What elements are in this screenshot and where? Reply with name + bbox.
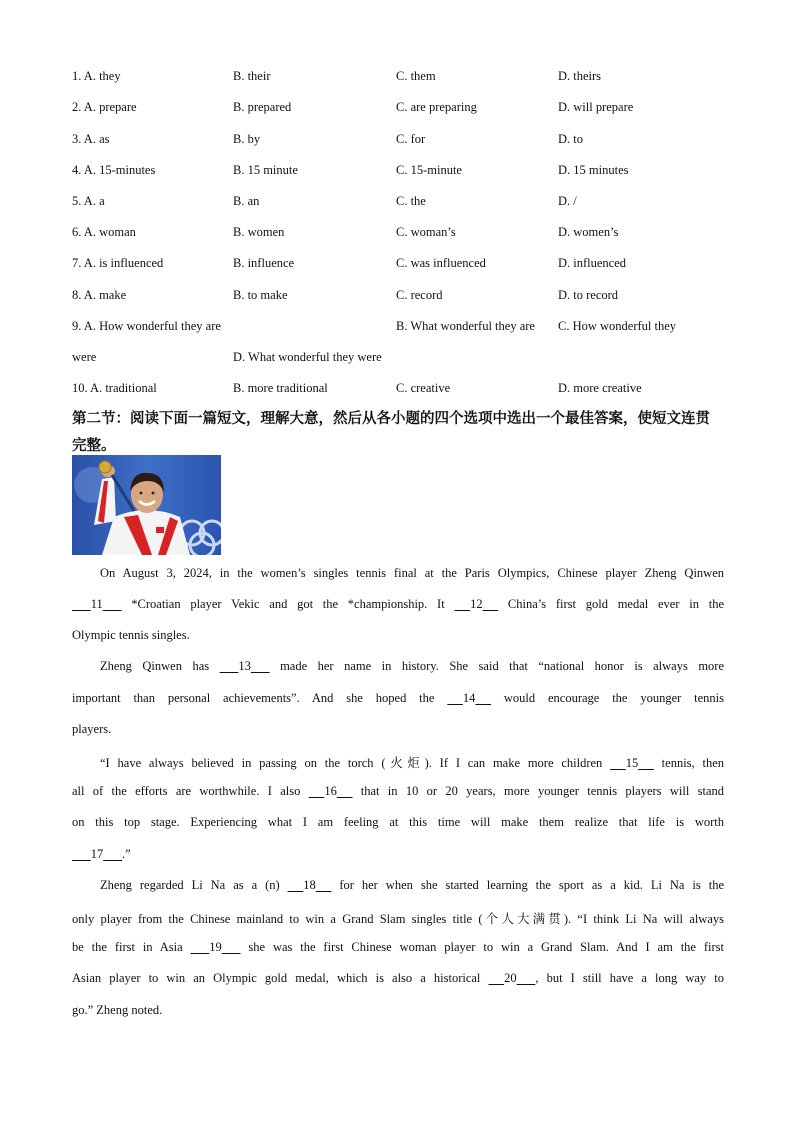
question-4-options: [72, 163, 732, 183]
blank-13: [220, 659, 270, 674]
question-9-options: [72, 319, 732, 339]
question-7-options: [72, 256, 732, 276]
option-a: 2. A. prepare: [72, 100, 137, 114]
passage-text: made her name in history. She said that “national honor is always more: [269, 659, 724, 673]
question-6-options: [72, 225, 732, 245]
blank-11: [72, 597, 122, 612]
blank-14: [447, 691, 491, 706]
passage-p3-line3: on this top stage. Experiencing what I am feeling at this time will make them realize that life is worth: [72, 815, 724, 829]
option-c: C. woman’s: [396, 225, 456, 239]
blank-20: [489, 971, 536, 986]
passage-p1-line2: [72, 597, 724, 612]
blank-number: 17: [90, 847, 104, 861]
blank-number: 16: [324, 784, 337, 798]
passage-p3-line2: [72, 784, 724, 799]
passage-text: *Croatian player Vekic and got the *championship. It: [121, 597, 455, 611]
question-9-options-cont: [72, 350, 732, 370]
passage-text: Zheng Qinwen has: [100, 659, 220, 673]
option-b: B. What wonderful they are: [396, 319, 535, 333]
passage-p1-line1: On August 3, 2024, in the women’s singles tennis final at the Paris Olympics, Chinese player Zheng Qinwen: [100, 566, 724, 580]
blank-12: [454, 597, 498, 612]
option-a: 5. A. a: [72, 194, 105, 208]
passage-text: China’s first gold medal ever in the: [498, 597, 724, 611]
option-c: C. How wonderful they: [558, 319, 677, 333]
passage-p2-line2: [72, 691, 724, 706]
passage-text: important than personal achievements”. And she hoped the: [72, 691, 448, 705]
option-c: C. for: [396, 132, 426, 146]
option-c-continued: were: [72, 350, 97, 364]
option-b: B. their: [233, 69, 271, 83]
question-8-options: [72, 288, 732, 308]
option-d: D. to: [558, 132, 583, 146]
option-b: B. 15 minute: [233, 163, 298, 177]
option-c: C. record: [396, 288, 443, 302]
passage-text: tennis, then: [653, 756, 724, 770]
passage-p4-line4: [72, 971, 724, 986]
option-c: C. them: [396, 69, 436, 83]
option-a: 6. A. woman: [72, 225, 136, 239]
option-c: C. the: [396, 194, 426, 208]
passage-p2-line1: [100, 659, 724, 674]
option-b: B. to make: [233, 288, 288, 302]
option-d: D. 15 minutes: [558, 163, 629, 177]
question-3-options: [72, 132, 732, 152]
option-b: B. prepared: [233, 100, 292, 114]
option-d: D. influenced: [558, 256, 627, 270]
passage-text: would encourage the younger tennis: [491, 691, 724, 705]
passage-p4-line1: [100, 878, 724, 893]
option-d: D. women’s: [558, 225, 619, 239]
passage-p2-line3: players.: [72, 722, 112, 736]
passage-p4-line2: only player from the Chinese mainland to win a Grand Slam singles title (个人大满贯). “I think Li Na will always: [72, 912, 724, 926]
option-b: B. women: [233, 225, 285, 239]
section-heading: 第二节：阅读下面一篇短文，理解大意，然后从各小题的四个选项中选出一个最佳答案，使短文连贯完整。: [72, 411, 710, 454]
blank-number: 19: [209, 940, 222, 954]
option-a: 9. A. How wonderful they are: [72, 319, 221, 333]
option-b: B. influence: [233, 256, 295, 270]
passage-text: be the first in Asia: [72, 940, 191, 954]
blank-16: [309, 784, 353, 799]
blank-number: 14: [462, 691, 476, 705]
passage-text: she was the first Chinese woman player to win a Grand Slam. And I am the first: [240, 940, 724, 954]
option-c: C. was influenced: [396, 256, 486, 270]
blank-number: 12: [470, 597, 483, 611]
blank-number: 18: [303, 878, 316, 892]
option-a: 3. A. as: [72, 132, 110, 146]
blank-number: 20: [504, 971, 517, 985]
option-c: C. are preparing: [396, 100, 477, 114]
option-a: 10. A. traditional: [72, 381, 157, 395]
question-5-options: [72, 194, 732, 214]
question-10-options: [72, 381, 732, 401]
passage-text: “I have always believed in passing on the torch (火炬). If I can make more children: [100, 756, 611, 770]
option-c: C. 15-minute: [396, 163, 462, 177]
passage-text: .”: [122, 847, 131, 861]
passage-text: all of the efforts are worthwhile. I also: [72, 784, 309, 798]
option-d: D. theirs: [558, 69, 602, 83]
option-a: 8. A. make: [72, 288, 127, 302]
blank-18: [288, 878, 332, 893]
option-b: B. by: [233, 132, 261, 146]
passage-text: Asian player to win an Olympic gold medal, which is also a historical: [72, 971, 489, 985]
athlete-photo: [72, 455, 221, 555]
passage-p4-line5: go.” Zheng noted.: [72, 1003, 163, 1017]
option-d: D. will prepare: [558, 100, 634, 114]
question-2-options: [72, 100, 732, 120]
option-d: D. /: [558, 194, 577, 208]
option-d: D. more creative: [558, 381, 642, 395]
passage-text: , but I still have a long way to: [535, 971, 724, 985]
option-d: D. What wonderful they were: [233, 350, 382, 364]
option-c: C. creative: [396, 381, 451, 395]
passage-p3-line4: [72, 847, 724, 862]
passage-p1-line3: Olympic tennis singles.: [72, 628, 190, 642]
passage-text: that in 10 or 20 years, more younger tennis players will stand: [352, 784, 724, 798]
option-b: B. an: [233, 194, 260, 208]
blank-number: 13: [238, 659, 251, 673]
passage-p4-line3: [72, 940, 724, 955]
passage-text: for her when she started learning the sport as a kid. Li Na is the: [331, 878, 725, 892]
option-a: 7. A. is influenced: [72, 256, 164, 270]
blank-number: 15: [625, 756, 639, 770]
option-a: 1. A. they: [72, 69, 121, 83]
passage-text: Zheng regarded Li Na as a (n): [100, 878, 288, 892]
question-1-options: [72, 69, 732, 89]
blank-17: [72, 847, 122, 862]
blank-19: [191, 940, 241, 955]
blank-15: [610, 756, 654, 771]
blank-number: 11: [90, 597, 103, 611]
option-a: 4. A. 15-minutes: [72, 163, 156, 177]
option-b: B. more traditional: [233, 381, 328, 395]
passage-p3-line1: [100, 753, 724, 771]
option-d: D. to record: [558, 288, 619, 302]
